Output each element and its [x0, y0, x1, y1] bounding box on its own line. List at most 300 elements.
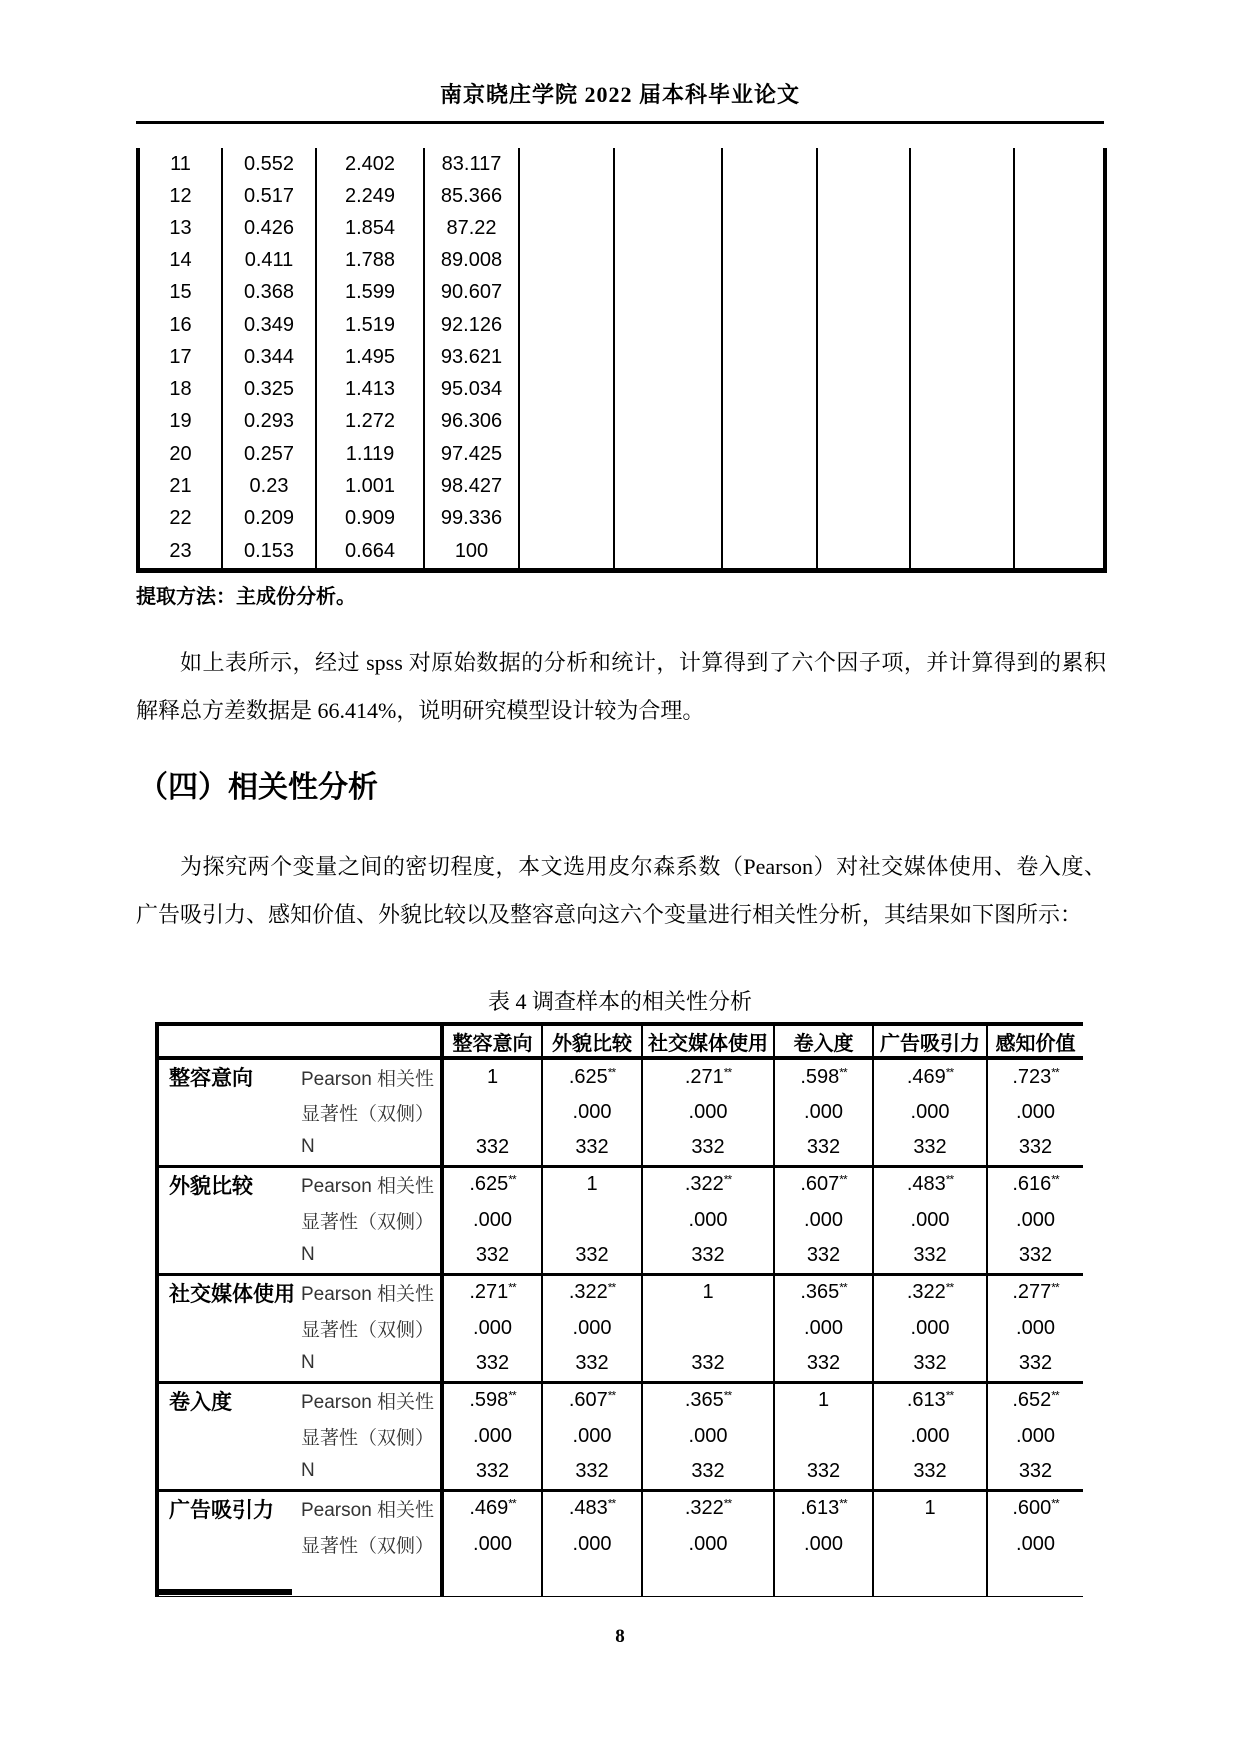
table-cell: [817, 341, 910, 373]
stat-label: 显著性（双侧）: [301, 1319, 435, 1341]
table4-title: 表 4 调查样本的相关性分析: [487, 989, 752, 1014]
table-cell: .000: [774, 1526, 873, 1562]
correlation-row-n: [157, 1346, 1083, 1382]
significance-asterisks: **: [723, 1064, 732, 1079]
table-cell: [722, 212, 817, 244]
table-cell: .000: [642, 1526, 774, 1562]
table-cell: 19: [138, 406, 222, 438]
correlation-row-pearson: [157, 1382, 1083, 1418]
table-cell: 0.426: [222, 212, 316, 244]
correlation-row-sig: [157, 1526, 1083, 1562]
table-cell: 1.119: [316, 438, 424, 470]
table-cell: [614, 502, 722, 534]
significance-asterisks: **: [607, 1496, 616, 1511]
table-cell: 332: [542, 1130, 642, 1166]
stat-label: Pearson 相关性: [301, 1500, 435, 1522]
table-cell: 0.344: [222, 341, 316, 373]
correlation-row-sig: [157, 1094, 1083, 1130]
table-cell: .000: [642, 1418, 774, 1454]
table-cell: 332: [1018, 1459, 1053, 1482]
table-cell: 15: [138, 277, 222, 309]
stat-label: Pearson 相关性: [301, 1392, 435, 1414]
table-cell: [722, 341, 817, 373]
table-cell: [910, 341, 1014, 373]
row-label-cell: [157, 1454, 442, 1490]
correlation-row-n: [157, 1562, 1083, 1597]
correlation-table-wrap: [155, 1022, 1083, 1597]
table-cell: 85.366: [424, 180, 519, 212]
table-cell: 16: [138, 309, 222, 341]
table-row: [138, 341, 1105, 373]
significance-asterisks: **: [508, 1388, 516, 1403]
stat-label: N: [301, 1136, 315, 1158]
row-label-cell: [157, 1166, 442, 1202]
table-cell: .607**: [542, 1382, 642, 1418]
table-cell: 332: [542, 1454, 642, 1490]
table-cell: 2.249: [316, 180, 424, 212]
table-cell: [722, 502, 817, 534]
table-cell: .000: [642, 1094, 774, 1130]
table-cell: 11: [138, 148, 222, 180]
table-cell: .613**: [873, 1382, 987, 1418]
table-cell: [910, 180, 1014, 212]
table-cell: [642, 1310, 774, 1346]
table-cell: 23: [138, 535, 222, 571]
table-cell: 18: [138, 374, 222, 406]
correlation-row-pearson: [157, 1058, 1083, 1094]
table-cell: [722, 535, 817, 571]
table-cell: 13: [138, 212, 222, 244]
table-cell: [614, 277, 722, 309]
table-cell: [519, 148, 614, 180]
variable-name: 卷入度: [169, 1390, 232, 1414]
table-cell: 332: [873, 1454, 987, 1490]
table-cell: .000: [442, 1526, 542, 1562]
column-header: 感知价值: [987, 1024, 1083, 1058]
table-cell: [817, 438, 910, 470]
variable-name: 整容意向: [169, 1067, 253, 1090]
table-cell: [614, 309, 722, 341]
table-cell: [1014, 535, 1105, 571]
table-cell: [910, 212, 1014, 244]
table-cell: [1014, 148, 1105, 180]
row-label-cell: [157, 1130, 442, 1166]
table-cell: .625**: [442, 1166, 542, 1202]
table-cell: [774, 1418, 873, 1454]
table-cell: .000: [873, 1094, 987, 1130]
table-cell: 1.519: [316, 309, 424, 341]
significance-asterisks: **: [839, 1064, 847, 1079]
table-cell: [910, 406, 1014, 438]
table-cell: .000: [873, 1418, 987, 1454]
extraction-method-note: 提取方法：主成份分析。: [136, 586, 356, 608]
table-cell: 332: [1018, 1351, 1053, 1374]
table-cell: [910, 438, 1014, 470]
table-cell: .365**: [642, 1382, 774, 1418]
table-cell: .365**: [774, 1274, 873, 1310]
table-cell: .000: [542, 1310, 642, 1346]
table-cell: [910, 148, 1014, 180]
column-header: 整容意向: [442, 1024, 542, 1058]
table-cell: 332: [642, 1346, 774, 1382]
table-cell: [817, 148, 910, 180]
table-cell: [519, 406, 614, 438]
table-row: [138, 535, 1105, 571]
table-cell: .000: [542, 1094, 642, 1130]
table-cell: 1.272: [316, 406, 424, 438]
table-cell: 1.495: [316, 341, 424, 373]
table-cell: .322**: [873, 1274, 987, 1310]
table-cell: 97.425: [424, 438, 519, 470]
table-cell: [614, 470, 722, 502]
variance-table-wrap: [136, 148, 1103, 573]
page-number: 8: [615, 1626, 625, 1647]
table-cell: [1014, 406, 1105, 438]
table-cell: [519, 212, 614, 244]
significance-asterisks: **: [1051, 1388, 1059, 1403]
table-cell: 332: [442, 1130, 542, 1166]
table-cell: [910, 374, 1014, 406]
table-cell: 95.034: [424, 374, 519, 406]
paragraph-spss-result: 如上表所示，经过 spss 对原始数据的分析和统计，计算得到了六个因子项，并计算得到的累积解释总方差数据是 66.414%，说明研究模型设计较为合理。: [136, 650, 1106, 723]
table-row: [138, 212, 1105, 244]
table-cell: [817, 180, 910, 212]
table-cell: .000: [774, 1310, 873, 1346]
table-row: [138, 374, 1105, 406]
table-cell: .483**: [873, 1166, 987, 1202]
table-cell: [873, 1562, 987, 1597]
table-cell: 2.402: [316, 148, 424, 180]
table-cell: .000: [774, 1202, 873, 1238]
table-cell: 332: [873, 1346, 987, 1382]
table-row: [138, 502, 1105, 534]
table-cell: 1.001: [316, 470, 424, 502]
table-cell: [614, 180, 722, 212]
page-header-title: 南京晓庄学院 2022 届本科毕业论文: [439, 82, 800, 107]
row-label-cell: [157, 1202, 442, 1238]
significance-asterisks: **: [945, 1388, 954, 1403]
significance-asterisks: **: [723, 1172, 732, 1187]
table-cell: 1.413: [316, 374, 424, 406]
table-cell: .277**: [987, 1274, 1083, 1310]
table-cell: .469**: [442, 1490, 542, 1526]
table-cell: [817, 277, 910, 309]
row-label-cell: [157, 1490, 442, 1526]
table-cell: [1014, 341, 1105, 373]
table-cell: .322**: [642, 1166, 774, 1202]
table-cell: 332: [873, 1238, 987, 1274]
correlation-row-pearson: [157, 1166, 1083, 1202]
table-cell: 98.427: [424, 470, 519, 502]
table-row: [138, 245, 1105, 277]
table-cell: [614, 406, 722, 438]
stat-label: 显著性（双侧）: [301, 1427, 435, 1449]
correlation-row-sig: [157, 1202, 1083, 1238]
table-cell: [542, 1562, 642, 1597]
table-cell: .000: [1016, 1208, 1055, 1231]
correlation-row-n: [157, 1454, 1083, 1490]
variable-name: 广告吸引力: [169, 1498, 274, 1522]
table-cell: 0.411: [222, 245, 316, 277]
significance-asterisks: **: [1051, 1496, 1059, 1511]
table-cell: [1014, 374, 1105, 406]
table-cell: [817, 309, 910, 341]
significance-asterisks: **: [839, 1496, 847, 1511]
table-cell: 96.306: [424, 406, 519, 438]
correlation-table: [155, 1022, 1083, 1597]
stat-label: N: [301, 1352, 315, 1374]
table-row: [138, 470, 1105, 502]
row-label-cell: [157, 1058, 442, 1094]
table-cell: 1: [642, 1274, 774, 1310]
table-cell: 0.552: [222, 148, 316, 180]
table-cell: [722, 438, 817, 470]
table-cell: [1014, 277, 1105, 309]
table-cell: 17: [138, 341, 222, 373]
table-cell: 20: [138, 438, 222, 470]
variance-table-body: [138, 148, 1105, 571]
table-cell: .625**: [542, 1058, 642, 1094]
table-cell: 332: [442, 1346, 542, 1382]
table-cell: [519, 245, 614, 277]
table-cell: 93.621: [424, 341, 519, 373]
table-cell: 0.23: [222, 470, 316, 502]
table-cell: [722, 180, 817, 212]
table-cell: [614, 148, 722, 180]
correlation-row-pearson: [157, 1490, 1083, 1526]
table-cell: .000: [1016, 1424, 1055, 1447]
table-cell: .723**: [1012, 1064, 1059, 1088]
table-cell: [817, 535, 910, 571]
table-cell: .000: [873, 1202, 987, 1238]
row-label-cell: [157, 1346, 442, 1382]
paragraph-pearson-intro: 为探究两个变量之间的密切程度，本文选用皮尔森系数（Pearson）对社交媒体使用、卷入度、广告吸引力、感知价值、外貌比较以及整容意向这六个变量进行相关性分析，其结果如下图所示：: [136, 854, 1106, 927]
variable-name: 外貌比较: [169, 1174, 253, 1198]
significance-asterisks: **: [1051, 1064, 1059, 1079]
correlation-row-pearson: [157, 1274, 1083, 1310]
table-cell: [722, 406, 817, 438]
significance-asterisks: **: [508, 1496, 516, 1511]
table-cell: [519, 277, 614, 309]
table-cell: .613**: [774, 1490, 873, 1526]
significance-asterisks: **: [839, 1172, 847, 1187]
table-cell: .000: [642, 1202, 774, 1238]
table-cell: 0.257: [222, 438, 316, 470]
table-cell: .600**: [987, 1490, 1083, 1526]
table-cell: 87.22: [424, 212, 519, 244]
table-cell: 332: [542, 1346, 642, 1382]
table-row: [138, 309, 1105, 341]
table-cell: [817, 406, 910, 438]
section-heading-correlation: （四）相关性分析: [138, 771, 378, 804]
table-cell: [910, 245, 1014, 277]
table-cell: [817, 245, 910, 277]
table-cell: .607**: [774, 1166, 873, 1202]
table-cell: [614, 374, 722, 406]
significance-asterisks: **: [723, 1388, 732, 1403]
table-cell: [519, 470, 614, 502]
column-header: 社交媒体使用: [642, 1024, 774, 1058]
table-cell: [542, 1202, 642, 1238]
significance-asterisks: **: [1051, 1172, 1059, 1187]
table-cell: [1014, 502, 1105, 534]
stat-label: N: [301, 1460, 315, 1482]
table-cell: 14: [138, 245, 222, 277]
correlation-row-n: [157, 1130, 1083, 1166]
table-cell: [614, 535, 722, 571]
correlation-table-body: [157, 1058, 1083, 1597]
table-cell: .000: [542, 1526, 642, 1562]
table-cell: 0.517: [222, 180, 316, 212]
table-cell: [519, 309, 614, 341]
variance-table: [136, 148, 1107, 573]
row-label-cell: [157, 1382, 442, 1418]
table-cell: [614, 341, 722, 373]
table-cell: .271**: [642, 1058, 774, 1094]
table-cell: .000: [1016, 1100, 1055, 1123]
table-cell: .598**: [442, 1382, 542, 1418]
table-cell: [1014, 309, 1105, 341]
table-cell: 0.325: [222, 374, 316, 406]
stat-label: Pearson 相关性: [301, 1284, 435, 1306]
table-cell: 332: [774, 1130, 873, 1166]
table-cell: [722, 309, 817, 341]
table-cell: [817, 374, 910, 406]
significance-asterisks: **: [945, 1280, 954, 1295]
significance-asterisks: **: [607, 1064, 616, 1079]
table-cell: .322**: [642, 1490, 774, 1526]
table-cell: 1.788: [316, 245, 424, 277]
table-cell: 12: [138, 180, 222, 212]
row-label-cell: [157, 1094, 442, 1130]
correlation-row-n: [157, 1238, 1083, 1274]
table-cell: 1.854: [316, 212, 424, 244]
table-cell: 1: [442, 1058, 542, 1094]
correlation-table-head: [157, 1024, 1083, 1058]
table-cell: 0.664: [316, 535, 424, 571]
stat-label: Pearson 相关性: [301, 1068, 435, 1090]
table-cell: .000: [542, 1418, 642, 1454]
table-cell: [774, 1562, 873, 1597]
stat-label: Pearson 相关性: [301, 1176, 435, 1198]
table-cell: [1014, 470, 1105, 502]
table-cell: 332: [442, 1238, 542, 1274]
table-cell: 0.349: [222, 309, 316, 341]
row-label-cell: [157, 1310, 442, 1346]
table-cell: 83.117: [424, 148, 519, 180]
table-cell: [519, 374, 614, 406]
table-cell: [519, 502, 614, 534]
row-label-cell: [157, 1418, 442, 1454]
table-cell: [910, 535, 1014, 571]
row-label-cell: [157, 1526, 442, 1562]
table-cell: [910, 470, 1014, 502]
stat-label: N: [301, 1244, 315, 1266]
stat-label: 显著性（双侧）: [301, 1103, 435, 1125]
table-cell: [642, 1562, 774, 1597]
table-row: [138, 148, 1105, 180]
table-cell: 1: [774, 1382, 873, 1418]
stat-label: 显著性（双侧）: [301, 1211, 435, 1233]
table-cell: 22: [138, 502, 222, 534]
table-cell: 332: [1018, 1243, 1053, 1266]
column-header: 广告吸引力: [873, 1024, 987, 1058]
header-rule: [136, 121, 1104, 124]
table-cell: 89.008: [424, 245, 519, 277]
table-cell: [817, 502, 910, 534]
table-cell: 332: [774, 1454, 873, 1490]
table-cell: 1: [542, 1166, 642, 1202]
column-header: 外貌比较: [542, 1024, 642, 1058]
correlation-header-row: [157, 1024, 1083, 1058]
table-cell: 92.126: [424, 309, 519, 341]
table-cell: 90.607: [424, 277, 519, 309]
variable-name: 社交媒体使用: [169, 1282, 295, 1306]
significance-asterisks: **: [508, 1280, 516, 1295]
table-cell: .483**: [542, 1490, 642, 1526]
correlation-row-sig: [157, 1418, 1083, 1454]
table-cell: 0.368: [222, 277, 316, 309]
row-label-cell: [157, 1238, 442, 1274]
table-cell: [722, 374, 817, 406]
table-cell: [519, 535, 614, 571]
table-cell: [910, 277, 1014, 309]
table-cell: 332: [1018, 1135, 1053, 1158]
table-cell: [442, 1094, 542, 1130]
table-cell: [614, 438, 722, 470]
table-cell: [722, 470, 817, 502]
table-cell: [817, 470, 910, 502]
significance-asterisks: **: [723, 1496, 732, 1511]
table-cell: 332: [642, 1454, 774, 1490]
table-cell: 332: [873, 1130, 987, 1166]
table-cell: .469**: [873, 1058, 987, 1094]
table-cell: .598**: [774, 1058, 873, 1094]
table-cell: .000: [442, 1202, 542, 1238]
table-cell: [519, 341, 614, 373]
table-cell: 21: [138, 470, 222, 502]
correlation-row-sig: [157, 1310, 1083, 1346]
table-cell: .616**: [987, 1166, 1083, 1202]
table-cell: 1.599: [316, 277, 424, 309]
table-row: [138, 406, 1105, 438]
table-cell: 332: [774, 1346, 873, 1382]
significance-asterisks: **: [945, 1064, 954, 1079]
table-cell: [614, 245, 722, 277]
table-cell: 332: [774, 1238, 873, 1274]
table-cell: 100: [424, 535, 519, 571]
table-cell: [442, 1562, 542, 1597]
table-cell: .000: [442, 1418, 542, 1454]
table-cell: [910, 502, 1014, 534]
table-cell: [817, 212, 910, 244]
table-cell: [910, 309, 1014, 341]
table-cell: 332: [642, 1130, 774, 1166]
table-row: [138, 277, 1105, 309]
table-cell: [1014, 438, 1105, 470]
table-cell: [722, 148, 817, 180]
row-label-cell: [157, 1274, 442, 1310]
significance-asterisks: **: [1051, 1280, 1059, 1295]
table-cell: .652**: [987, 1382, 1083, 1418]
table-pagebreak-border: [155, 1589, 292, 1595]
table-cell: [519, 180, 614, 212]
table-cell: [1014, 180, 1105, 212]
table-cell: .000: [1016, 1316, 1055, 1339]
table-cell: [1014, 212, 1105, 244]
significance-asterisks: **: [839, 1280, 847, 1295]
table-cell: [987, 1562, 1083, 1597]
